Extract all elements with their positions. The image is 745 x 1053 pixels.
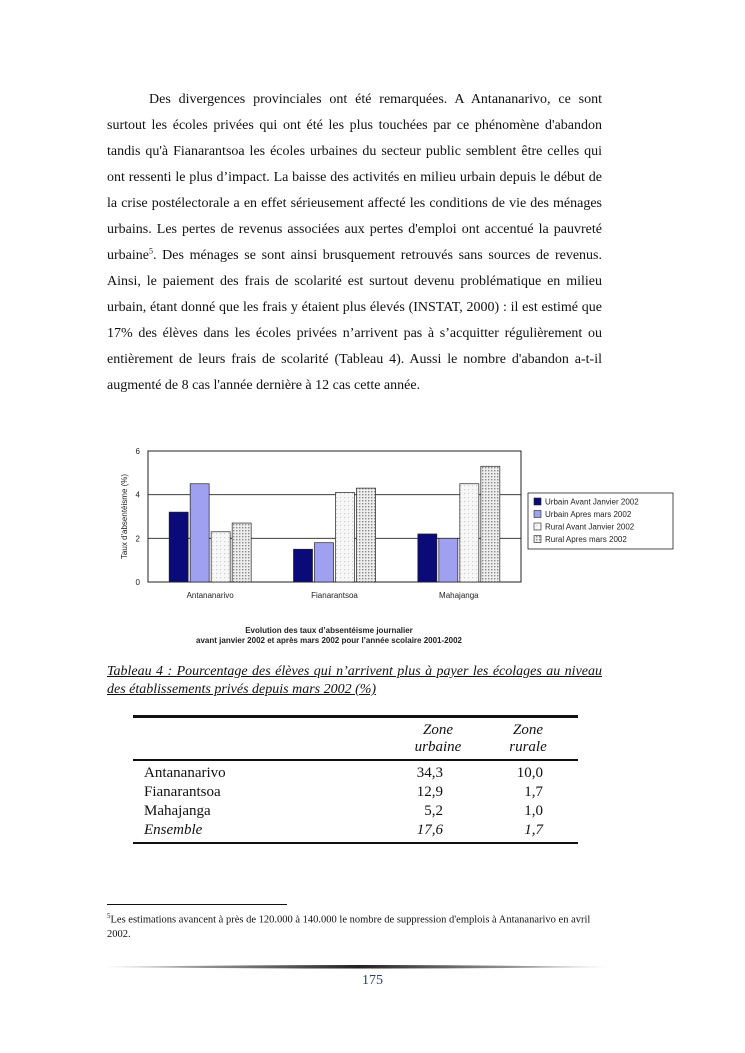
footnote — [107, 909, 604, 942]
footnote-text: Les estimations avancent à près de 120.000 à 140.000 le nombre de suppression d'emplois à Antananarivo en avril 2002. — [107, 914, 591, 940]
x-tick-label: Antananarivo — [186, 591, 234, 600]
x-tick-label: Mahajanga — [439, 591, 479, 600]
row-label: Ensemble — [144, 822, 203, 838]
y-tick-label: 2 — [135, 534, 140, 544]
legend-label: Urbain Avant Janvier 2002 — [545, 497, 639, 507]
bar-0-0 — [169, 512, 188, 582]
chart-title-line2: avant janvier 2002 et après mars 2002 pour l’année scolaire 2001-2002 — [196, 636, 462, 645]
paragraph-text-2: . Des ménages se sont ainsi brusquement retrouvés sans sources de revenus. Ainsi, le paiement des frais de scolarité est surtout devenu problématique en milieu urbain, étant donné que les frais y étaient plus élevés (INSTAT, 2000) : il est estimé que 17% des élèves dans les écoles privées n’arrivent pas à s’acquitter régulièrement ou entièrement de leurs frais de scolarité (Tableau 4). Aussi le nombre d'abandon a-t-il augmenté de 8 cas l'année dernière à 12 cas cette année. — [107, 248, 602, 393]
bar-0-1 — [294, 549, 313, 582]
bar-1-1 — [315, 543, 334, 582]
cell-rurale: 1,0 — [524, 803, 543, 819]
footnote-reference[interactable]: 5 — [148, 246, 153, 256]
legend-swatch — [534, 498, 541, 505]
y-axis-label: Taux d'absentéisme (%) — [120, 473, 129, 560]
table-row — [133, 802, 578, 821]
y-tick-label: 0 — [135, 578, 140, 587]
legend-label: Rural Avant Janvier 2002 — [545, 522, 635, 532]
y-tick-label: 6 — [135, 447, 140, 456]
absenteeism-chart — [107, 440, 707, 655]
cell-rurale: 1,7 — [524, 822, 543, 838]
bar-2-2 — [460, 484, 479, 582]
header-zone-rurale: Zone rurale — [509, 722, 547, 755]
page-number: 175 — [362, 973, 383, 988]
legend-label: Urbain Apres mars 2002 — [545, 510, 632, 519]
paragraph-text-1: Des divergences provinciales ont été remarquées. A Antananarivo, ce sont surtout les écoles privées qui ont été les plus touchées par ce phénomène d'abandon tandis qu'à Fianarantsoa les écoles urbaines du secteur public semblent être celles qui ont ressenti le plus d’impact. La baisse des activités en milieu urbain depuis le début de la crise postélectorale a en effet sérieusement affecté les conditions de vie des ménages urbains. Les pertes de revenus associées aux pertes d'emploi ont accentué la pauvreté urbaine — [107, 92, 602, 263]
bar-0-2 — [418, 534, 437, 582]
legend-swatch — [534, 511, 541, 518]
bar-3-0 — [232, 523, 251, 582]
x-tick-label: Fianarantsoa — [311, 591, 358, 600]
y-tick-label: 4 — [135, 490, 140, 500]
legend-swatch — [534, 536, 541, 543]
table-caption: Tableau 4 : Pourcentage des élèves qui n’arrivent plus à payer les écolages au niveau des établissements privés depuis mars 2002 (%) — [107, 664, 602, 697]
chart-svg — [107, 440, 707, 650]
cell-rurale: 10,0 — [516, 765, 543, 781]
data-table — [133, 715, 578, 844]
bar-1-2 — [439, 538, 458, 582]
table-header — [133, 718, 578, 759]
footnote-mark: 5 — [107, 912, 111, 920]
legend-swatch — [534, 523, 541, 530]
chart-title-line1: Evolution des taux d’absentéisme journalier — [245, 626, 413, 635]
body-paragraph — [107, 87, 602, 399]
table-row — [133, 783, 578, 802]
cell-urbaine: 5,2 — [424, 803, 443, 819]
bar-3-2 — [481, 466, 500, 582]
bar-1-0 — [190, 484, 209, 582]
bar-2-1 — [336, 492, 355, 582]
row-label: Mahajanga — [144, 803, 211, 819]
header-zone-urbaine: Zone urbaine — [414, 722, 462, 755]
table-row — [133, 764, 578, 783]
cell-urbaine: 34,3 — [416, 765, 443, 781]
cell-urbaine: 17,6 — [416, 822, 443, 838]
footnote-separator — [107, 904, 287, 905]
footer-divider — [105, 963, 610, 971]
row-label: Antananarivo — [144, 765, 226, 781]
cell-rurale: 1,7 — [524, 784, 543, 800]
cell-urbaine: 12,9 — [416, 784, 443, 800]
bar-2-0 — [211, 532, 230, 582]
bar-3-1 — [357, 488, 376, 582]
table-row-total — [133, 821, 578, 840]
legend-label: Rural Apres mars 2002 — [545, 535, 627, 544]
row-label: Fianarantsoa — [144, 784, 221, 800]
